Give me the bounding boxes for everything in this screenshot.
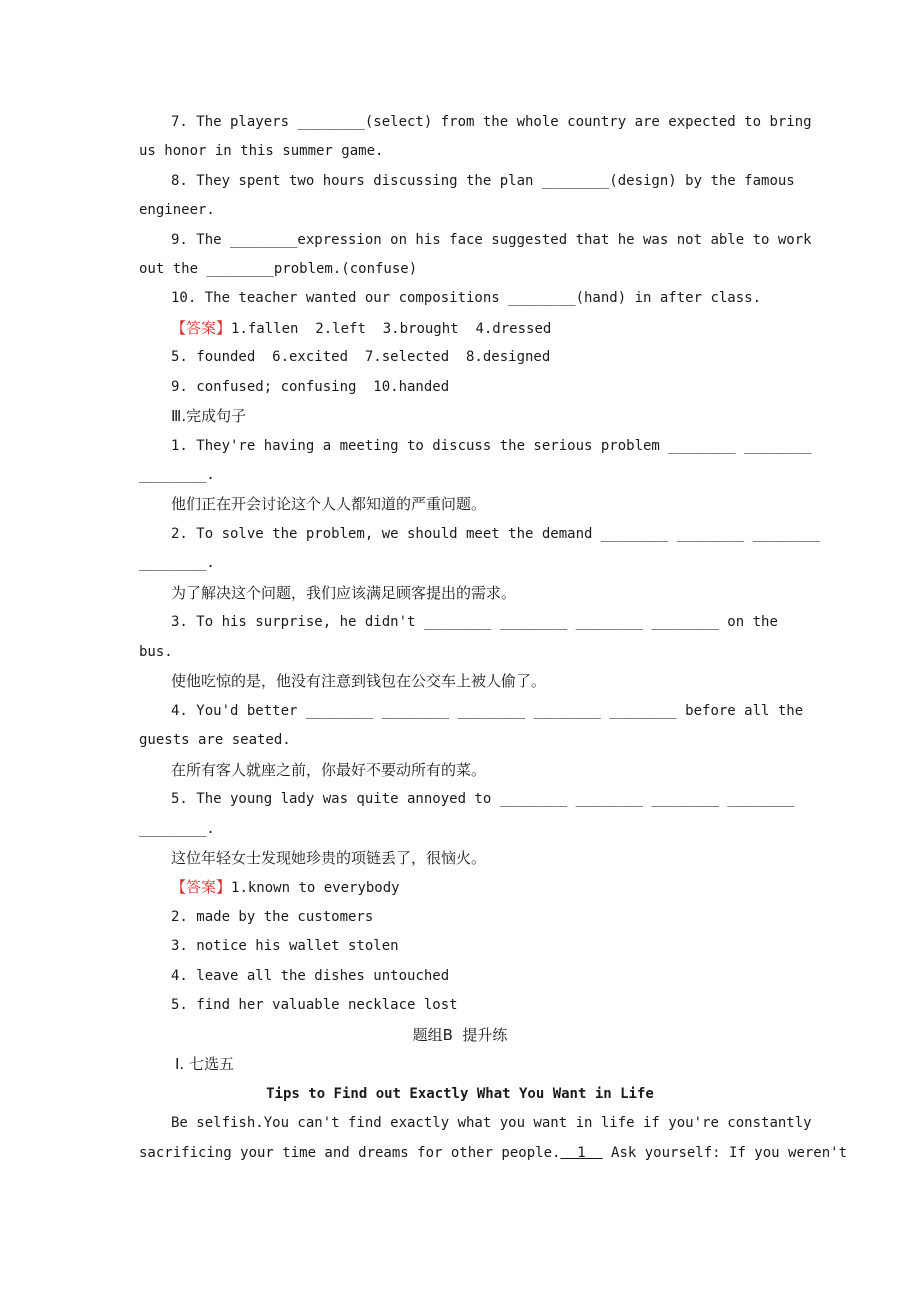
sentence-3-zh: 使他吃惊的是，他没有注意到钱包在公交车上被人偷了。 <box>171 672 547 690</box>
sentence-2-en1: 2. To solve the problem, we should meet the demand ________ ________ ________ <box>171 526 821 542</box>
sentence-4-en2: guests are seated. <box>139 732 291 748</box>
passage-line1: Be selfish.You can't find exactly what you want in life if you're constantly <box>171 1115 812 1131</box>
passage-text: Ask yourself: If you weren't <box>602 1145 848 1161</box>
sentence-4-zh: 在所有客人就座之前，你最好不要动所有的菜。 <box>171 761 487 779</box>
answer-row-2: 2. made by the customers <box>171 909 374 925</box>
answer-row-2: 5. founded 6.excited 7.selected 8.designed <box>171 349 551 365</box>
answer-row-3: 9. confused; confusing 10.handed <box>171 379 450 395</box>
sentence-3-en2: bus. <box>139 644 173 660</box>
answer-row-5: 5. find her valuable necklace lost <box>171 997 458 1013</box>
answer-text: 1.fallen 2.left 3.brought 4.dressed <box>231 321 552 337</box>
section-heading: Ⅲ.完成句子 <box>171 407 247 425</box>
question-7-line1: 7. The players ________(select) from the whole country are expected to bring <box>171 114 812 130</box>
sentence-5-zh: 这位年轻女士发现她珍贵的项链丢了，很恼火。 <box>171 849 487 867</box>
passage-text: sacrificing your time and dreams for other people. <box>139 1145 561 1161</box>
group-b-heading: 题组B 提升练 <box>412 1026 508 1044</box>
sentence-2-en2: ________. <box>139 555 215 571</box>
question-9-line2: out the ________problem.(confuse) <box>139 261 418 277</box>
sentence-5-en2: ________. <box>139 821 215 837</box>
sentence-5-en1: 5. The young lady was quite annoyed to ________ ________ ________ ________ <box>171 791 795 807</box>
answer-row-3: 3. notice his wallet stolen <box>171 938 399 954</box>
passage-title: Tips to Find out Exactly What You Want in Life <box>266 1086 654 1102</box>
answer-text: 1.known to everybody <box>231 880 400 896</box>
question-8-line2: engineer. <box>139 202 215 218</box>
sentence-2-zh: 为了解决这个问题，我们应该满足顾客提出的需求。 <box>171 584 517 602</box>
question-9-line1: 9. The ________expression on his face suggested that he was not able to work <box>171 232 812 248</box>
sentence-4-en1: 4. You'd better ________ ________ ________ ________ ________ before all the <box>171 703 804 719</box>
answer-label: 【答案】 <box>171 878 232 896</box>
question-7-line2: us honor in this summer game. <box>139 143 384 159</box>
group-b-subheading: Ⅰ. 七选五 <box>175 1055 234 1073</box>
answer-label: 【答案】 <box>171 319 232 337</box>
sentence-1-en2: ________. <box>139 467 215 483</box>
blank-1: 1 <box>560 1145 603 1161</box>
answer-row-4: 4. leave all the dishes untouched <box>171 968 450 984</box>
answer-row-1 <box>171 877 400 898</box>
answer-row-1 <box>171 318 551 339</box>
sentence-3-en1: 3. To his surprise, he didn't ________ ________ ________ ________ on the <box>171 614 778 630</box>
question-8-line1: 8. They spent two hours discussing the plan ________(design) by the famous <box>171 173 795 189</box>
passage-line2 <box>139 1143 847 1163</box>
sentence-1-en1: 1. They're having a meeting to discuss the serious problem ________ ________ <box>171 438 812 454</box>
sentence-1-zh: 他们正在开会讨论这个人人都知道的严重问题。 <box>171 495 487 513</box>
question-10-line1: 10. The teacher wanted our compositions ________(hand) in after class. <box>171 290 762 306</box>
